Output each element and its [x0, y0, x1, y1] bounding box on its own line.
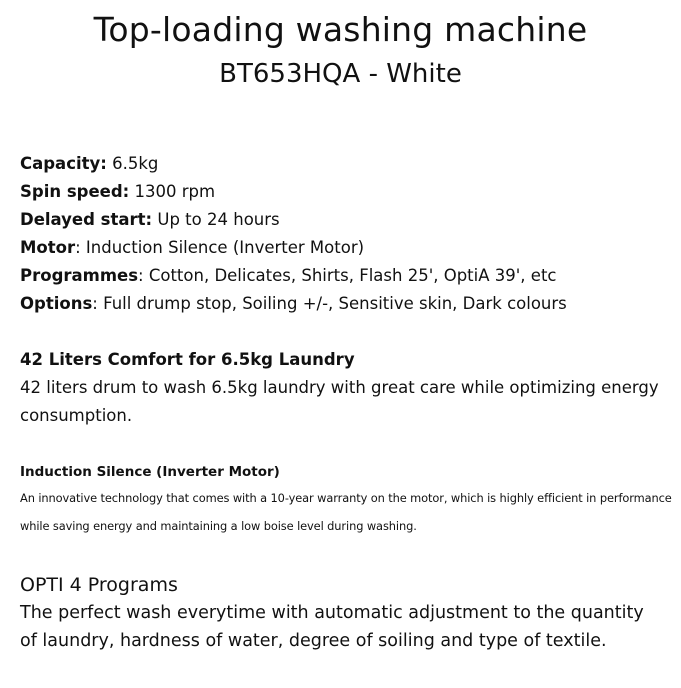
spec-label: Spin speed:: [20, 182, 130, 201]
spec-motor: [20, 234, 670, 262]
section-body: The perfect wash everytime with automatic adjustment to the quantity of laundry, hardness of water, degree of soiling and type of textile.: [20, 603, 644, 651]
spec-value: 1300 rpm: [129, 182, 216, 201]
section-heading: OPTI 4 Programs: [20, 574, 178, 596]
page-title: Top-loading washing machine: [93, 10, 588, 49]
capacity-section: [20, 346, 660, 430]
spec-label: Options: [20, 294, 93, 313]
spec-delayed-start: [20, 206, 670, 234]
section-body: 42 liters drum to wash 6.5kg laundry with great care while optimizing energy consumption.: [20, 378, 659, 425]
spec-options: [20, 290, 670, 318]
spec-value: : Induction Silence (Inverter Motor): [75, 238, 365, 257]
spec-value: : Cotton, Delicates, Shirts, Flash 25', OptiA 39', etc: [138, 266, 557, 285]
spec-value: 6.5kg: [106, 154, 159, 173]
model-subtitle: BT653HQA - White: [219, 59, 462, 89]
spec-spin-speed: [20, 178, 670, 206]
section-heading: 42 Liters Comfort for 6.5kg Laundry: [20, 350, 355, 369]
spec-label: Programmes: [20, 266, 139, 285]
spec-programmes: [20, 262, 670, 290]
spec-value: Up to 24 hours: [152, 210, 280, 229]
spec-label: Motor: [20, 238, 76, 257]
section-heading: Induction Silence (Inverter Motor): [20, 464, 280, 480]
section-body: An innovative technology that comes with a 10-year warranty on the motor, which is highly efficient in performance while saving energy and maintaining a low boise level during washing.: [20, 491, 672, 533]
spec-label: Delayed start:: [20, 210, 153, 229]
motor-section: [20, 460, 675, 540]
programs-section: [20, 571, 660, 655]
spec-list: [20, 150, 670, 318]
spec-capacity: [20, 150, 670, 178]
spec-value: : Full drump stop, Soiling +/-, Sensitive skin, Dark colours: [92, 294, 567, 313]
spec-label: Capacity:: [20, 154, 107, 173]
